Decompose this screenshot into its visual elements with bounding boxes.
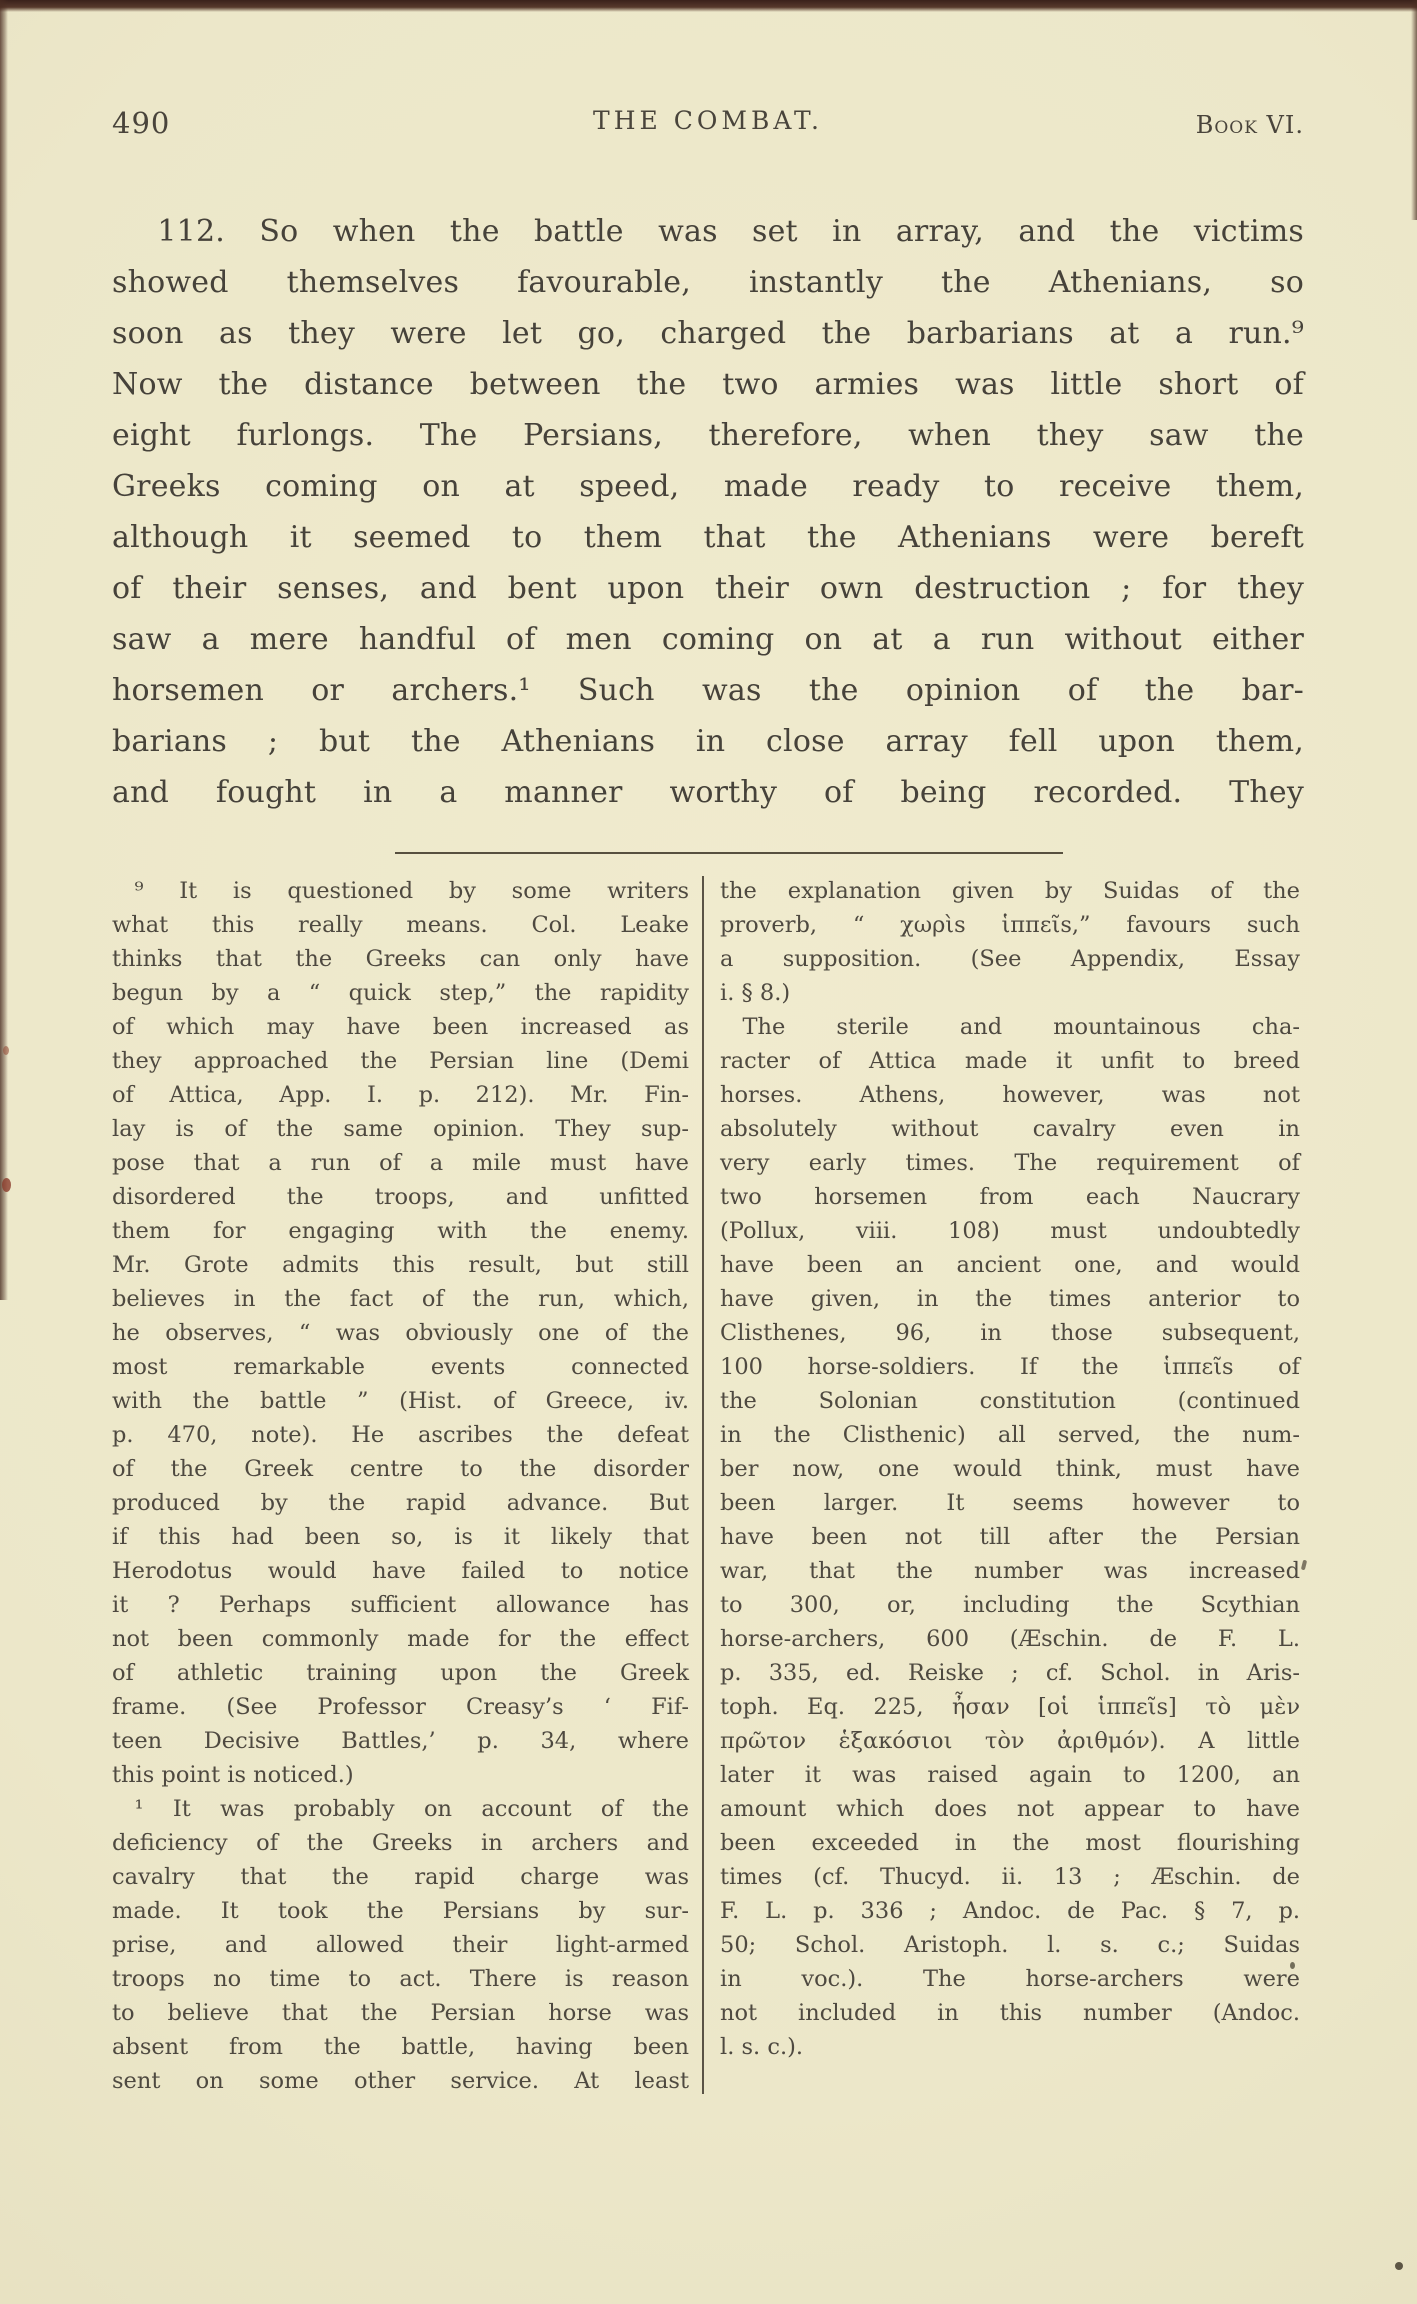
- text-line: horsemen or archers.¹ Such was the opinion of the bar-: [112, 673, 1304, 708]
- text-line: to believe that the Persian horse was: [112, 2000, 689, 2026]
- text-line: believes in the fact of the run, which,: [112, 1286, 689, 1312]
- text-line: eight furlongs. The Persians, therefore, when they saw the: [112, 418, 1304, 453]
- text-line: sent on some other service. At least: [112, 2068, 689, 2094]
- text-line: Clisthenes, 96, in those subsequent,: [720, 1320, 1300, 1346]
- text-line: this point is noticed.): [112, 1762, 354, 1788]
- text-line: Now the distance between the two armies was little short of: [112, 367, 1304, 402]
- text-line: produced by the rapid advance. But: [112, 1490, 689, 1516]
- text-line: in voc.). The horse-archers were: [720, 1966, 1300, 1992]
- text-line: of which may have been increased as: [112, 1014, 689, 1040]
- text-line: horses. Athens, however, was not: [720, 1082, 1300, 1108]
- text-line: racter of Attica made it unfit to breed: [720, 1048, 1300, 1074]
- text-line: later it was raised again to 1200, an: [720, 1762, 1300, 1788]
- text-line: made. It took the Persians by sur-: [112, 1898, 689, 1924]
- text-line: been exceeded in the most flourishing: [720, 1830, 1300, 1856]
- text-line: he observes, “ was obviously one of the: [112, 1320, 689, 1346]
- text-line: πρῶτον ἑξακόσιοι τὸν ἀριθμόν). A little: [720, 1728, 1300, 1754]
- text-line: in the Clisthenic) all served, the num-: [720, 1422, 1300, 1448]
- text-line: been larger. It seems however to: [720, 1490, 1300, 1516]
- text-line: troops no time to act. There is reason: [112, 1966, 689, 1992]
- text-line: ber now, one would think, must have: [720, 1456, 1300, 1482]
- text-line: p. 470, note). He ascribes the defeat: [112, 1422, 689, 1448]
- text-line: ¹ It was probably on account of the: [112, 1796, 689, 1822]
- footnote-column-right: [720, 874, 1300, 2098]
- text-line: if this had been so, is it likely that: [112, 1524, 689, 1550]
- text-line: and fought in a manner worthy of being recorded. They: [112, 775, 1304, 810]
- running-title: THE COMBAT.: [593, 106, 823, 135]
- footnote-column-left: [112, 874, 689, 2098]
- scan-artifact: [1411, 0, 1417, 220]
- text-line: Mr. Grote admits this result, but still: [112, 1252, 689, 1278]
- text-line: to 300, or, including the Scythian: [720, 1592, 1300, 1618]
- text-line: war, that the number was increased: [720, 1558, 1300, 1584]
- text-line: i. § 8.): [720, 980, 791, 1006]
- text-line: a supposition. (See Appendix, Essay: [720, 946, 1300, 972]
- text-line: pose that a run of a mile must have: [112, 1150, 689, 1176]
- text-line: cavalry that the rapid charge was: [112, 1864, 689, 1890]
- footnotes: [112, 874, 1304, 2098]
- text-line: very early times. The requirement of: [720, 1150, 1300, 1176]
- text-line: Herodotus would have failed to notice: [112, 1558, 689, 1584]
- column-divider: [702, 876, 704, 2094]
- text-line: (Pollux, viii. 108) must undoubtedly: [720, 1218, 1300, 1244]
- text-line: p. 335, ed. Reiske ; cf. Schol. in Aris-: [720, 1660, 1300, 1686]
- text-line: 112. So when the battle was set in array, and the victims: [112, 214, 1304, 249]
- text-line: F. L. p. 336 ; Andoc. de Pac. § 7, p.: [720, 1898, 1300, 1924]
- text-line: barians ; but the Athenians in close array fell upon them,: [112, 724, 1304, 759]
- text-line: toph. Eq. 225, ἦσαν [οἱ ἱππεῖs] τὸ μὲν: [720, 1694, 1300, 1720]
- text-line: frame. (See Professor Creasy’s ‘ Fif-: [112, 1694, 689, 1720]
- text-line: two horsemen from each Naucrary: [720, 1184, 1300, 1210]
- text-line: lay is of the same opinion. They sup-: [112, 1116, 689, 1142]
- text-line: l. s. c.).: [720, 2034, 804, 2060]
- text-line: absent from the battle, having been: [112, 2034, 689, 2060]
- scan-artifact: [2, 1178, 11, 1192]
- text-line: have given, in the times anterior to: [720, 1286, 1300, 1312]
- text-line: saw a mere handful of men coming on at a run without either: [112, 622, 1304, 657]
- text-line: 50; Schol. Aristoph. l. s. c.; Suidas: [720, 1932, 1300, 1958]
- text-line: begun by a “ quick step,” the rapidity: [112, 980, 689, 1006]
- text-line: with the battle ” (Hist. of Greece, iv.: [112, 1388, 689, 1414]
- text-line: of Attica, App. I. p. 212). Mr. Fin-: [112, 1082, 689, 1108]
- page-number: 490: [112, 106, 171, 140]
- text-line: ⁹ It is questioned by some writers: [112, 878, 689, 904]
- text-line: 100 horse-soldiers. If the ἱππεῖs of: [720, 1354, 1300, 1380]
- text-line: it ? Perhaps sufficient allowance has: [112, 1592, 689, 1618]
- text-line: what this really means. Col. Leake: [112, 912, 689, 938]
- text-line: horse-archers, 600 (Æschin. de F. L.: [720, 1626, 1300, 1652]
- text-line: them for engaging with the enemy.: [112, 1218, 689, 1244]
- text-line: they approached the Persian line (Demi: [112, 1048, 689, 1074]
- scan-artifact: [0, 0, 8, 1300]
- page-header: [112, 106, 1304, 140]
- text-line: most remarkable events connected: [112, 1354, 689, 1380]
- text-line: of their senses, and bent upon their own destruction ; for they: [112, 571, 1304, 606]
- text-line: not included in this number (Andoc.: [720, 2000, 1300, 2026]
- text-line: absolutely without cavalry even in: [720, 1116, 1300, 1142]
- book-label: Book VI.: [1195, 111, 1304, 139]
- text-line: the explanation given by Suidas of the: [720, 878, 1300, 904]
- text-line: not been commonly made for the effect: [112, 1626, 689, 1652]
- footnote-separator: [395, 852, 1063, 854]
- text-line: thinks that the Greeks can only have: [112, 946, 689, 972]
- text-line: of athletic training upon the Greek: [112, 1660, 689, 1686]
- text-line: have been not till after the Persian: [720, 1524, 1300, 1550]
- text-line: although it seemed to them that the Athenians were bereft: [112, 520, 1304, 555]
- scan-artifact: [0, 0, 1417, 12]
- scan-artifact: [3, 1046, 9, 1055]
- text-line: prise, and allowed their light-armed: [112, 1932, 689, 1958]
- text-line: of the Greek centre to the disorder: [112, 1456, 689, 1482]
- text-line: the Solonian constitution (continued: [720, 1388, 1300, 1414]
- text-line: amount which does not appear to have: [720, 1796, 1300, 1822]
- text-line: teen Decisive Battles,’ p. 34, where: [112, 1728, 689, 1754]
- text-line: times (cf. Thucyd. ii. 13 ; Æschin. de: [720, 1864, 1300, 1890]
- text-line: Greeks coming on at speed, made ready to receive them,: [112, 469, 1304, 504]
- scan-artifact: [1395, 2262, 1403, 2270]
- text-line: have been an ancient one, and would: [720, 1252, 1300, 1278]
- text-line: showed themselves favourable, instantly the Athenians, so: [112, 265, 1304, 300]
- text-line: disordered the troops, and unfitted: [112, 1184, 689, 1210]
- text-line: The sterile and mountainous cha-: [720, 1014, 1300, 1040]
- text-line: soon as they were let go, charged the barbarians at a run.⁹: [112, 316, 1304, 351]
- main-passage: [112, 206, 1304, 818]
- text-line: proverb, “ χωρὶs ἱππεῖs,” favours such: [720, 912, 1300, 938]
- text-line: deficiency of the Greeks in archers and: [112, 1830, 689, 1856]
